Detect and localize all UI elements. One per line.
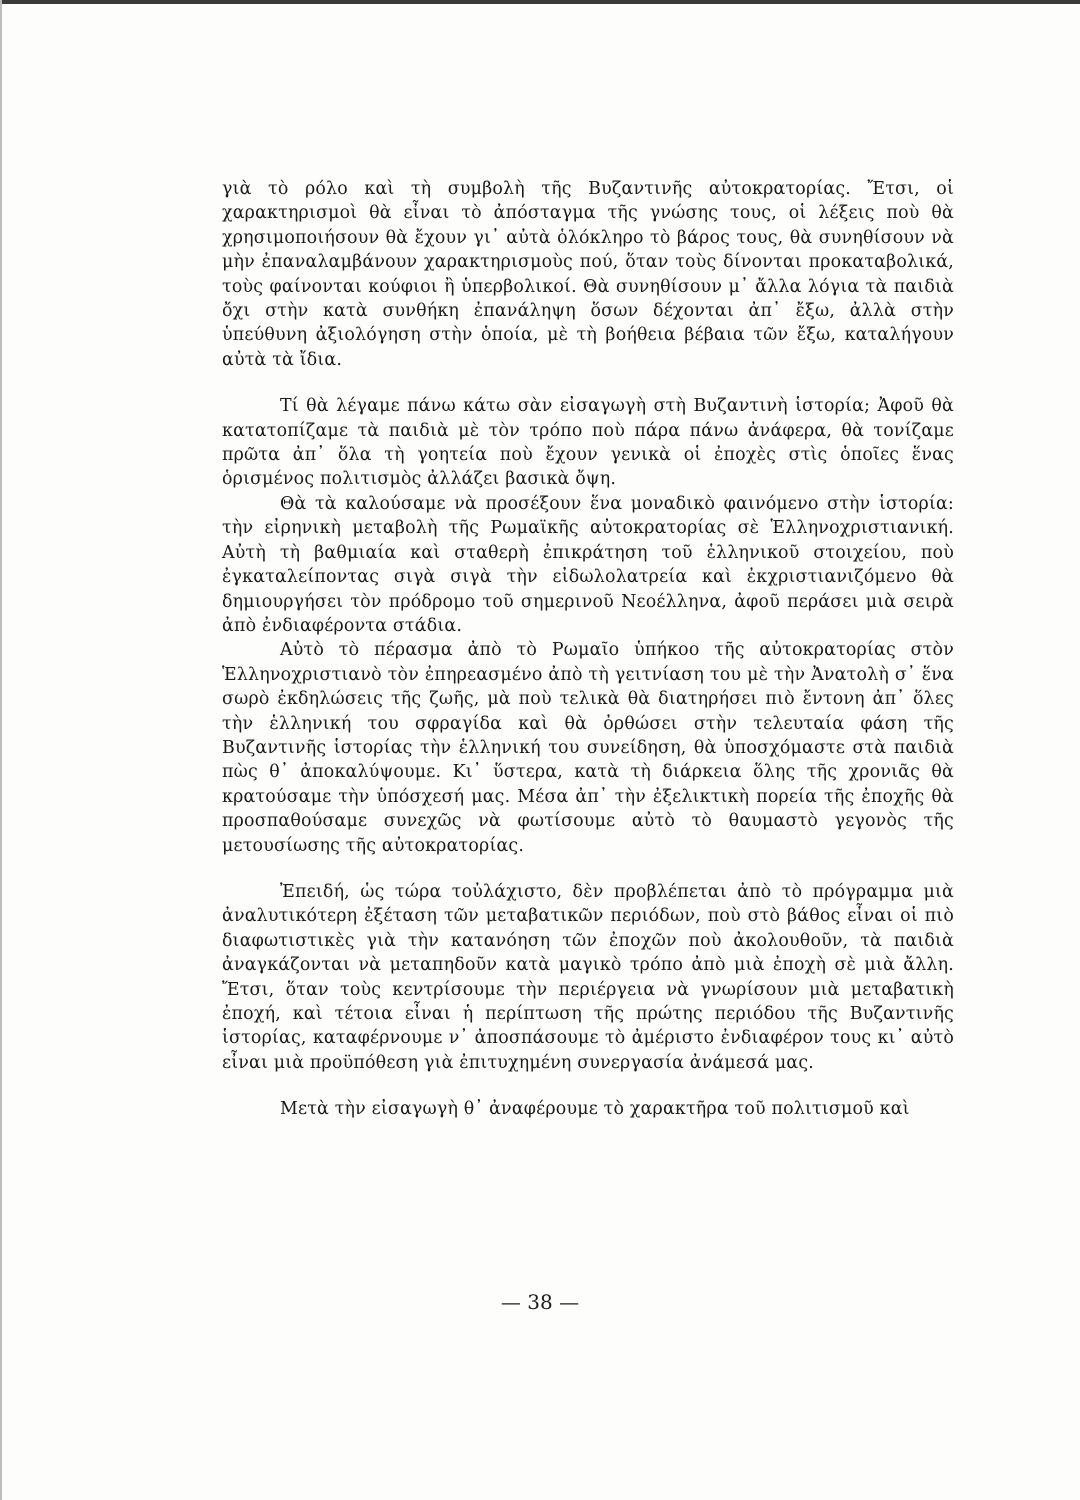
scan-left-edge <box>0 0 2 1500</box>
paragraph-1: γιὰ τὸ ρόλο καὶ τὴ συμβολὴ τῆς Βυζαντινῆς αὐτοκρατορίας. Ἔτσι, οἱ χαρακτηρισμοὶ θὰ εἶναι τὸ ἀπόσταγμα τῆς γνώσης τους, οἱ λέξεις ποὺ θὰ χρησιμοποιήσουν θὰ ἔχουν γι᾽ αὐτὰ ὁλόκληρο τὸ βάρος τους, θὰ συνηθίσουν νὰ μὴν ἐπαναλαμβάνουν χαρακτηρισμοὺς πού, ὅταν τοὺς δίνονται προκαταβολικά, τοὺς φαίνονται κούφιοι ἢ ὑπερβολικοί. Θὰ συνηθίσουν μ᾽ ἄλλα λόγια τὰ παιδιὰ ὄχι στὴν κατὰ συνθήκη ἐπανάληψη ὅσων δέχονται ἀπ᾽ ἔξω, ἀλλὰ στὴν ὑπεύθυνη ἀξιολόγηση στὴν ὁποία, μὲ τὴ βοήθεια βέβαια τῶν ἔξω, καταλήγουν αὐτὰ τὰ ἴδια. <box>222 179 954 370</box>
paragraph-5: Ἐπειδή, ὡς τώρα τοὐλάχιστο, δὲν προβλέπεται ἀπὸ τὸ πρόγραμμα μιὰ ἀναλυτικότερη ἐξέταση τῶν μεταβατικῶν περιόδων, ποὺ στὸ βάθος εἶναι οἱ πιὸ διαφωτιστικὲς γιὰ τὴν κατανόηση τῶν ἐποχῶν ποὺ ἀκολουθοῦν, τὰ παιδιὰ ἀναγκάζονται νὰ μεταπηδοῦν κατὰ μαγικὸ τρόπο ἀπὸ μιὰ ἐποχὴ σὲ μιὰ ἄλλη. Ἔτσι, ὅταν τοὺς κεντρίσουμε τὴν περιέργεια νὰ γνωρίσουν μιὰ μεταβατικὴ ἐποχή, καὶ τέτοια εἶναι ἡ περίπτωση τῆς πρώτης περιόδου τῆς Βυζαντινῆς ἱστορίας, καταφέρνουμε ν᾽ ἀποσπάσουμε τὸ ἀμέριστο ἐνδιαφέρον τους κι᾽ αὐτὸ εἶναι μιὰ προϋπόθεση γιὰ ἐπιτυχημένη συνεργασία ἀνάμεσά μας. <box>222 881 954 1073</box>
page-number: — 38 — <box>500 1290 580 1314</box>
paragraph-3: Θὰ τὰ καλούσαμε νὰ προσέξουν ἕνα μοναδικὸ φαινόμενο στὴν ἱστορία: τὴν εἰρηνικὴ μεταβολὴ τῆς Ρωμαϊκῆς αὐτοκρατορίας σὲ Ἑλληνοχριστιανική. Αὐτὴ τὴ βαθμιαία καὶ σταθερὴ ἐπικράτηση τοῦ ἑλληνικοῦ στοιχείου, ποὺ ἐγκαταλείποντας σιγὰ σιγὰ τὴν εἰδωλολατρεία καὶ ἐκχριστιανιζόμενο θὰ δημιουργήσει τὸν πρόδρομο τοῦ σημερινοῦ Νεοέλληνα, ἀφοῦ περάσει μιὰ σειρὰ ἀπὸ ἐνδιαφέροντα στάδια. <box>222 493 954 636</box>
paragraph-4: Αὐτὸ τὸ πέρασμα ἀπὸ τὸ Ρωμαῖο ὑπήκοο τῆς αὐτοκρατορίας στὸν Ἑλληνοχριστιανὸ τὸν ἐπηρεασμένο ἀπὸ τὴ γειτνίαση του μὲ τὴν Ἀνατολὴ σ᾽ ἕνα σωρὸ ἐκδηλώσεις τῆς ζωῆς, μὰ ποὺ τελικὰ θὰ διατηρήσει πιὸ ἔντονη ἀπ᾽ ὅλες τὴν ἑλληνική του σφραγίδα καὶ θὰ ὀρθώσει στὴν τελευταία φάση τῆς Βυζαντινῆς ἱστορίας τὴν ἑλληνική του συνείδηση, θὰ ὑποσχόμαστε στὰ παιδιὰ πὼς θ᾽ ἀποκαλύψουμε. Κι᾽ ὕστερα, κατὰ τὴ διάρκεια ὅλης τῆς χρονιᾶς θὰ κρατούσαμε τὴν ὑπόσχεσή μας. Μέσα ἀπ᾽ τὴν ἐξελικτικὴ πορεία τῆς ἐποχῆς θὰ προσπαθούσαμε συνεχῶς νὰ φωτίσουμε αὐτὸ τὸ θαυμαστὸ γεγονὸς τῆς μετουσίωσης τῆς αὐτοκρατορίας. <box>222 640 954 856</box>
paragraph-2: Τί θὰ λέγαμε πάνω κάτω σὰν εἰσαγωγὴ στὴ Βυζαντινὴ ἱστορία; Ἀφοῦ θὰ κατατοπίζαμε τὰ παιδιὰ μὲ τὸν τρόπο ποὺ πάρα πάνω ἀνάφερα, θὰ τονίζαμε πρῶτα ἀπ᾽ ὅλα τὴ γοητεία ποὺ ἔχουν γενικὰ οἱ ἐποχὲς στὶς ὁποῖες ἕνας ὁρισμένος πολιτισμὸς ἀλλάζει βασικὰ ὄψη. <box>222 396 954 490</box>
scan-top-edge <box>0 0 1080 4</box>
body-text <box>222 177 954 1122</box>
paragraph-6: Μετὰ τὴν εἰσαγωγὴ θ᾽ ἀναφέρουμε τὸ χαρακτῆρα τοῦ πολιτισμοῦ καὶ <box>280 1099 910 1120</box>
